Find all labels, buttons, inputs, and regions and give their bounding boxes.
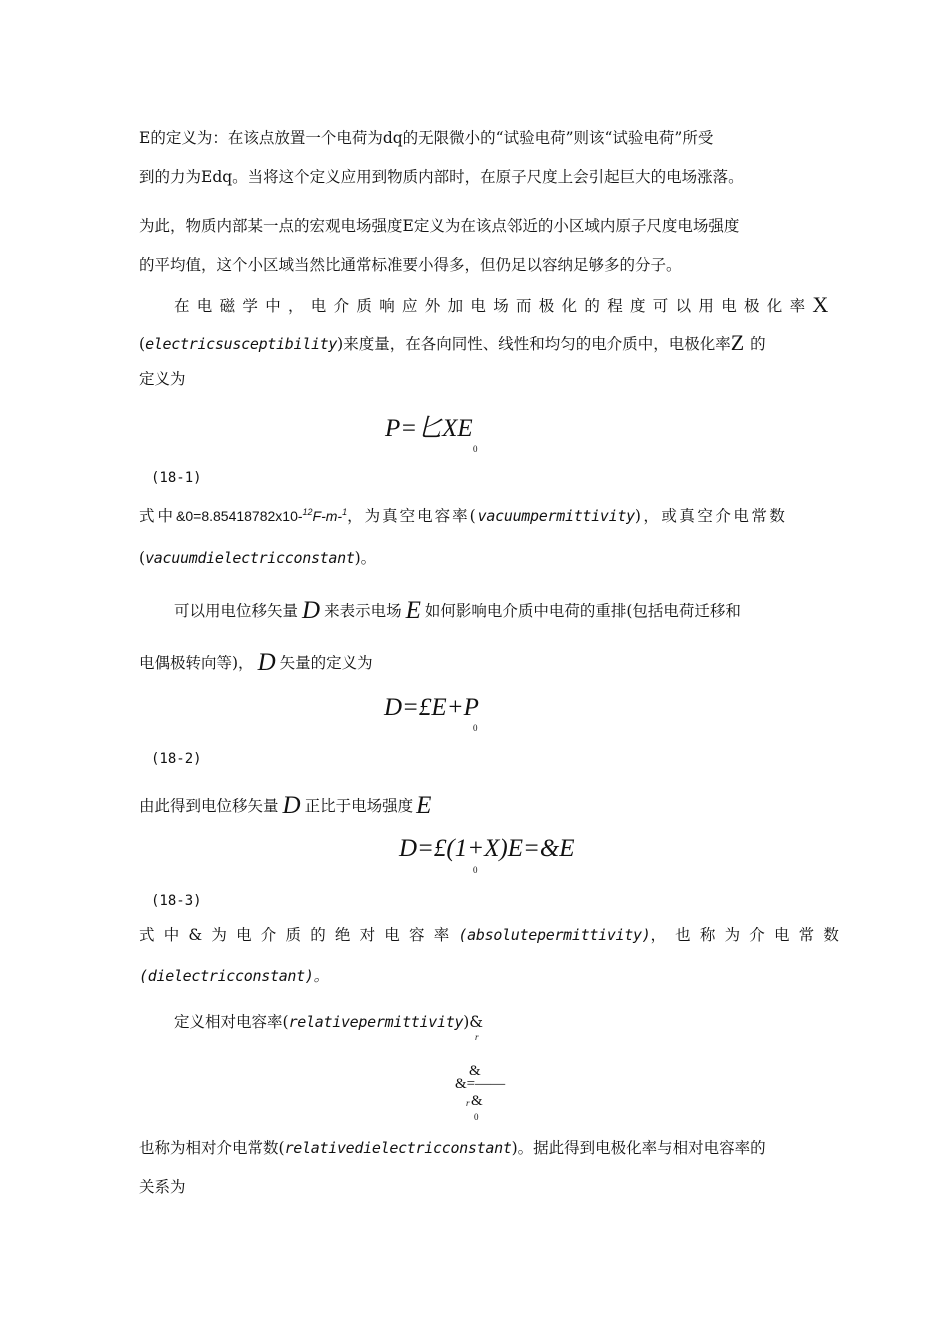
text: 可以用电位移矢量 xyxy=(174,602,299,620)
math-symbol: D xyxy=(257,649,276,676)
exponent: 1 xyxy=(342,507,348,517)
paragraph-text-line xyxy=(139,650,373,675)
paragraph-text-line xyxy=(139,372,186,388)
equation-number: (18-3) xyxy=(151,893,202,909)
equation-text: D=£E+P xyxy=(384,694,479,721)
math-symbol: D xyxy=(302,597,321,624)
italic-term: electricsusceptibility xyxy=(145,335,338,353)
italic-term: (dielectricconstant) xyxy=(139,967,314,985)
text: 如何影响电介质中电荷的重排(包括电荷迁移和 xyxy=(424,602,741,620)
text: 式中&为电介质的绝对电容率 xyxy=(139,926,459,944)
text: 的 xyxy=(750,335,766,353)
paragraph-text-line xyxy=(139,1141,766,1157)
paragraph-text-line xyxy=(139,258,682,274)
equation-subscript: 0 xyxy=(473,444,478,454)
math-symbol: X xyxy=(812,292,829,317)
text: )。据此得到电极化率与相对电容率的 xyxy=(511,1139,766,1157)
text: 关系为 xyxy=(139,1178,186,1196)
text: 的平均值，这个小区域当然比通常标准要小得多，但仍足以容纳足够多的分子。 xyxy=(139,256,682,274)
text: 定义为 xyxy=(139,370,186,388)
text: 矢量的定义为 xyxy=(279,654,373,672)
paragraph-text-line xyxy=(139,170,744,186)
text: 来表示电场 xyxy=(324,602,402,620)
math-symbol: E xyxy=(405,597,421,624)
text: ( xyxy=(139,549,146,567)
equation-18-2 xyxy=(384,695,479,720)
equation-denominator: & xyxy=(471,1093,483,1109)
text: ( xyxy=(139,335,146,353)
text: )，或真空介电常数 xyxy=(634,507,788,526)
italic-term: relativedielectricconstant xyxy=(284,1139,512,1157)
text: 。 xyxy=(313,967,329,985)
paragraph-text-line xyxy=(139,332,766,354)
italic-term: (absolutepermittivity) xyxy=(458,926,651,944)
math-symbol: D xyxy=(282,792,301,819)
italic-term: vacuumdielectricconstant xyxy=(145,549,355,567)
text: 电偶极转向等)， xyxy=(139,654,254,672)
paragraph-text-line xyxy=(139,131,713,147)
text: E的定义为：在该点放置一个电荷为dq的无限微小的“试验电荷”则该“试验电荷”所受 xyxy=(139,129,714,147)
subscript: r xyxy=(475,1032,479,1042)
text: 也称为相对介电常数( xyxy=(139,1139,285,1157)
text: 正比于电场强度 xyxy=(304,797,414,815)
equation-subscript: 0 xyxy=(473,723,478,733)
equation-text: P=匕XE xyxy=(385,415,473,442)
equation-subscript: 0 xyxy=(473,865,478,875)
paragraph-text-line xyxy=(139,969,328,985)
math-symbol: Z xyxy=(730,330,745,355)
equation-18-1 xyxy=(385,416,473,441)
text: 由此得到电位移矢量 xyxy=(139,797,279,815)
italic-term: vacuumpermittivity xyxy=(477,507,635,526)
paragraph-text-line xyxy=(139,928,848,944)
text: 在电磁学中，电介质响应外加电场而极化的程度可以用电极化率 xyxy=(174,297,813,315)
italic-term: relativepermittivity xyxy=(288,1013,464,1031)
text: 为此，物质内部某一点的宏观电场强度E定义为在该点邻近的小区域内原子尺度电场强度 xyxy=(139,217,740,235)
equation-relative-permittivity: &=—— xyxy=(455,1076,506,1092)
equation-text: D=£(1+X)E=&E xyxy=(399,835,575,862)
paragraph-text-line xyxy=(174,292,829,317)
equation-number: (18-2) xyxy=(151,751,202,767)
text: 定义相对电容率( xyxy=(174,1013,289,1031)
text: )来度量，在各向同性、线性和均匀的电介质中，电极化率 xyxy=(337,335,731,353)
paragraph-text-line xyxy=(139,551,376,567)
text: ，为真空电容率( xyxy=(347,507,478,526)
paragraph-text-line xyxy=(139,508,787,525)
paragraph-text-line xyxy=(139,219,739,235)
equation-numerator: & xyxy=(469,1063,481,1079)
paragraph-text-line xyxy=(139,793,431,818)
exponent: 12 xyxy=(302,507,313,517)
text: )。 xyxy=(354,549,377,567)
unit: F-m- xyxy=(312,508,343,525)
paragraph-text-line xyxy=(139,1180,186,1196)
text: )& xyxy=(463,1013,484,1031)
text: 到的力为Edq。当将这个定义应用到物质内部时，在原子尺度上会引起巨大的电场涨落。 xyxy=(139,168,744,186)
math-symbol: E xyxy=(416,792,432,819)
equation-18-3 xyxy=(399,836,575,861)
constant-value: &0=8.85418782x10- xyxy=(176,508,303,525)
text: 式中 xyxy=(139,507,177,526)
equation-subscript: 0 xyxy=(474,1112,479,1122)
equation-number: (18-1) xyxy=(151,470,202,486)
text: ，也称为介电常数 xyxy=(650,926,849,944)
paragraph-text-line xyxy=(174,598,741,623)
subscript: r xyxy=(466,1098,470,1108)
paragraph-text-line xyxy=(174,1015,483,1031)
